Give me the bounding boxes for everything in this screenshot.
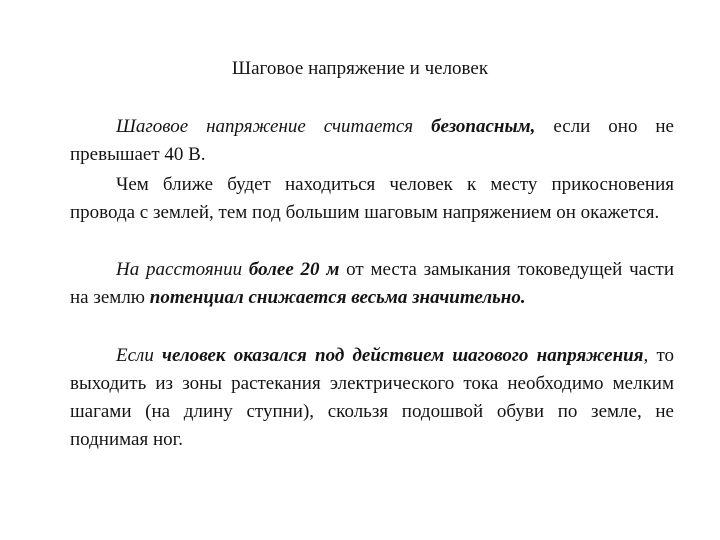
- emphasis-text: безопасным,: [431, 116, 536, 137]
- body-text: , то выходить из зоны растекания электрического тока необходимо мелким шагами (на длину ступни), скользя подошвой обуви по земле, не поднимая ног.: [70, 345, 674, 450]
- paragraph-distance-effect: [70, 171, 674, 227]
- italic-text: Шаговое напряжение считается: [116, 116, 432, 137]
- emphasis-text: человек оказался под действием шагового напряжения: [162, 345, 644, 366]
- italic-text: Если: [116, 345, 163, 366]
- body-text: Чем ближе будет находиться человек к месту прикосновения провода с землей, тем под большим шаговым напряжением он окажется.: [70, 174, 674, 223]
- emphasis-text: потенциал снижается весьма значительно.: [149, 287, 526, 308]
- paragraph-20m-distance: [70, 256, 674, 312]
- paragraph-safe-voltage: [70, 113, 674, 169]
- body-text: от места замыкания токоведущей части на землю: [70, 259, 674, 308]
- slide-title: Шаговое напряжение и человек: [231, 58, 489, 79]
- emphasis-text: более 20 м: [248, 259, 340, 280]
- italic-text: На расстоянии: [116, 259, 249, 280]
- paragraph-exit-instructions: [70, 342, 674, 454]
- body-text: если оно не превышает 40 В.: [70, 116, 674, 165]
